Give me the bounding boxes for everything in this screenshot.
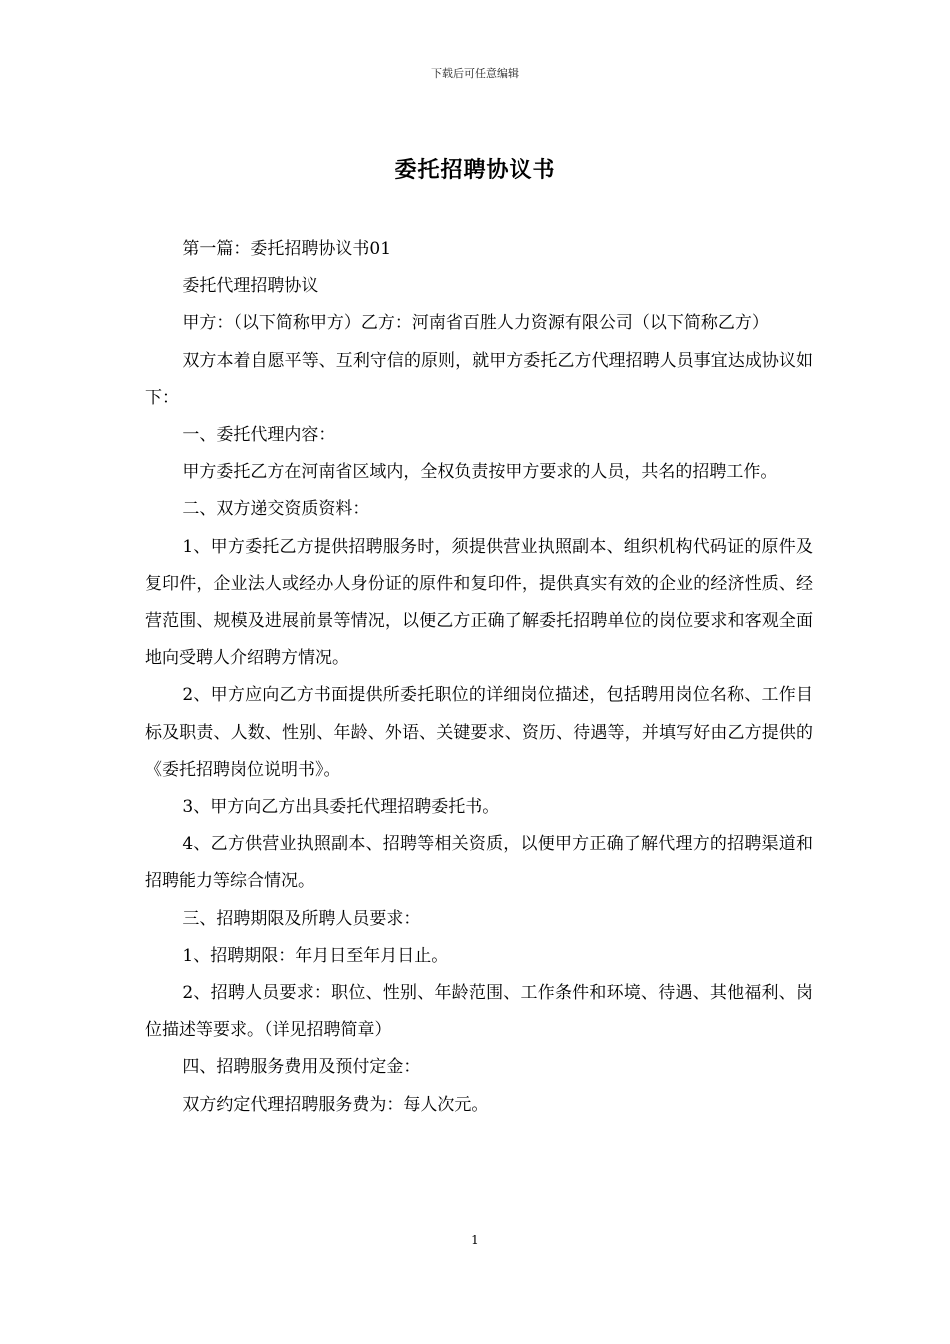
- document-body: [145, 231, 813, 1124]
- paragraph-clause-2-item-4: 4、乙方供营业执照副本、招聘等相关资质，以便甲方正确了解代理方的招聘渠道和招聘能力等综合情况。: [145, 834, 813, 892]
- paragraph-clause-2-item-3: 3、甲方向乙方出具委托代理招聘委托书。: [182, 797, 500, 818]
- paragraph-preamble: 双方本着自愿平等、互利守信的原则，就甲方委托乙方代理招聘人员事宜达成协议如下：: [145, 350, 813, 408]
- paragraph-clause-4-heading: 四、招聘服务费用及预付定金：: [182, 1057, 421, 1078]
- paragraph-clause-2-item-1: 1、甲方委托乙方提供招聘服务时，须提供营业执照副本、组织机构代码证的原件及复印件，企业法人或经办人身份证的原件和复印件，提供真实有效的企业的经济性质、经营范围、规模及进展前景等情况，以便乙方正确了解委托招聘单位的岗位要求和客观全面地向受聘人介绍聘方情况。: [145, 536, 813, 669]
- paragraph-clause-2-item-2: 2、甲方应向乙方书面提供所委托职位的详细岗位描述，包括聘用岗位名称、工作目标及职责、人数、性别、年龄、外语、关键要求、资历、待遇等，并填写好由乙方提供的《委托招聘岗位说明书》。: [145, 685, 813, 780]
- paragraph-clause-3-item-1: 1、招聘期限：年月日至年月日止。: [182, 945, 449, 966]
- paragraph-agreement-name: 委托代理招聘协议: [182, 276, 319, 297]
- document-title: 委托招聘协议书: [394, 157, 556, 183]
- paragraph-clause-4-body: 双方约定代理招聘服务费为：每人次元。: [182, 1094, 489, 1115]
- paragraph-clause-1-heading: 一、委托代理内容：: [182, 425, 336, 446]
- paragraph-clause-3-heading: 三、招聘期限及所聘人员要求：: [182, 908, 421, 929]
- paragraph-parties: 甲方：（以下简称甲方）乙方：河南省百胜人力资源有限公司（以下简称乙方）: [182, 313, 769, 334]
- header-note: 下载后可任意编辑: [431, 67, 519, 80]
- paragraph-clause-1-body: 甲方委托乙方在河南省区域内，全权负责按甲方要求的人员，共名的招聘工作。: [182, 462, 778, 483]
- paragraph-section-heading: 第一篇：委托招聘协议书01: [182, 239, 392, 259]
- paragraph-clause-2-heading: 二、双方递交资质资料：: [182, 499, 370, 520]
- paragraph-clause-3-item-2: 2、招聘人员要求：职位、性别、年龄范围、工作条件和环境、待遇、其他福利、岗位描述等要求。（详见招聘简章）: [145, 983, 813, 1041]
- page-number: 1: [471, 1233, 479, 1247]
